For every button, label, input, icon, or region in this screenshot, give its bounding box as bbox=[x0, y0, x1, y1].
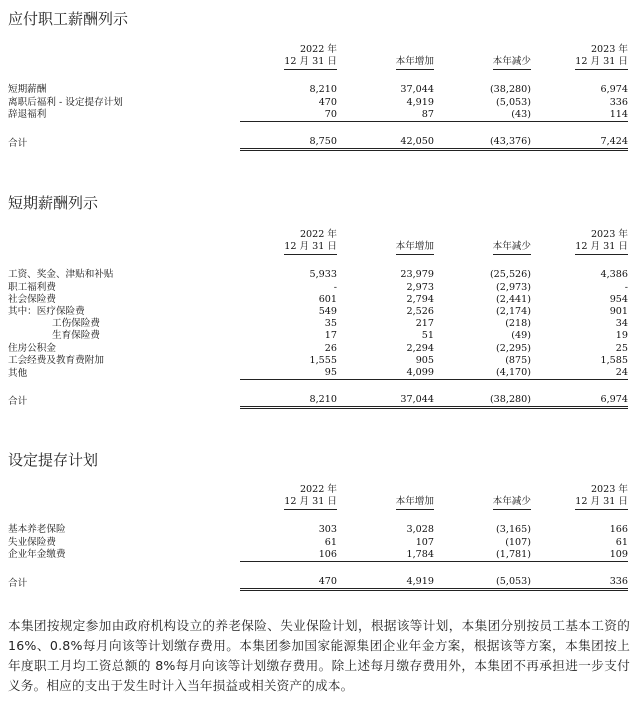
cell-value: 336 bbox=[609, 96, 628, 108]
total-label: 合计 bbox=[8, 137, 28, 149]
cell-value: 905 bbox=[415, 354, 434, 366]
row-label: 工会经费及教育费附加 bbox=[8, 354, 104, 366]
cell-value: 2,794 bbox=[406, 293, 434, 305]
cell-value: (107) bbox=[505, 536, 531, 548]
cell-value: 23,979 bbox=[400, 269, 434, 281]
row-label: 社会保险费 bbox=[8, 293, 56, 305]
cell-value: 24 bbox=[531, 367, 628, 380]
total-value: 8,210 bbox=[240, 394, 337, 408]
col-header-opening-year: 2022 年 bbox=[299, 44, 337, 55]
col-header-decrease: 本年减少 bbox=[493, 496, 531, 510]
cell-value: 70 bbox=[240, 109, 337, 122]
explanatory-paragraph: 本集团按规定参加由政府机构设立的养老保险、失业保险计划，根据该等计划，本集团分别按员工基本工资的 16%、0.8%每月向该等计划缴存费用。本集团参加国家能源集团企业年金方案，根据该等方案，本集团按上年度职工月均工资总额的 8%每月向该等计划缴存费用。除上述每月缴存费用外，本集团不再承担进一步支付义务。相应的支出于发生时计入当年损益或相关资产的成本。 bbox=[8, 618, 630, 693]
col-header-opening-date: 12 月 31 日 bbox=[284, 56, 337, 70]
row-label: 工伤保险费 bbox=[52, 318, 100, 330]
total-value: 7,424 bbox=[531, 136, 628, 150]
cell-value: (43) bbox=[434, 109, 531, 122]
cell-value: 87 bbox=[337, 109, 434, 122]
cell-value: 61 bbox=[615, 536, 628, 548]
col-header-opening-date: 12 月 31 日 bbox=[284, 241, 337, 255]
table-row bbox=[8, 355, 628, 367]
table-row bbox=[8, 343, 628, 355]
table-row bbox=[8, 269, 628, 281]
table-row bbox=[8, 109, 628, 122]
cell-value: - bbox=[624, 281, 628, 293]
cell-value: 3,028 bbox=[406, 524, 434, 536]
section-title: 应付职工薪酬列示 bbox=[8, 10, 129, 28]
col-header-opening-year: 2022 年 bbox=[299, 229, 337, 240]
row-label: 职工福利费 bbox=[8, 281, 56, 293]
cell-value: 601 bbox=[318, 293, 337, 305]
row-label: 企业年金缴费 bbox=[8, 549, 66, 561]
col-header-closing-date: 12 月 31 日 bbox=[575, 241, 628, 255]
row-label: 生育保险费 bbox=[52, 330, 100, 342]
col-header-closing-year: 2023 年 bbox=[590, 44, 628, 55]
cell-value: 51 bbox=[421, 330, 434, 342]
cell-value: (3,165) bbox=[496, 524, 531, 536]
cell-value: 6,974 bbox=[600, 84, 628, 96]
row-label: 其他 bbox=[8, 367, 28, 379]
cell-value: 901 bbox=[609, 306, 628, 318]
cell-value: 549 bbox=[318, 306, 337, 318]
col-header-increase: 本年增加 bbox=[396, 496, 434, 510]
section-title: 设定提存计划 bbox=[8, 451, 99, 469]
total-value: (38,280) bbox=[434, 394, 531, 408]
col-header-closing-year: 2023 年 bbox=[590, 229, 628, 240]
cell-value: 5,933 bbox=[309, 269, 337, 281]
total-value: 4,919 bbox=[337, 576, 434, 590]
table-row bbox=[8, 537, 628, 549]
cell-value: 166 bbox=[609, 524, 628, 536]
cell-value: 954 bbox=[609, 293, 628, 305]
col-header-closing-date: 12 月 31 日 bbox=[575, 56, 628, 70]
col-header-opening-year: 2022 年 bbox=[299, 484, 337, 495]
cell-value: 114 bbox=[531, 109, 628, 122]
cell-value: 37,044 bbox=[400, 84, 434, 96]
cell-value: (49) bbox=[511, 330, 531, 342]
row-label: 工资、奖金、津贴和补贴 bbox=[8, 269, 114, 281]
col-header-increase: 本年增加 bbox=[396, 56, 434, 70]
table-row bbox=[8, 330, 628, 342]
defined-contribution-table bbox=[8, 484, 628, 591]
total-value: 6,974 bbox=[531, 394, 628, 408]
col-header-closing-date: 12 月 31 日 bbox=[575, 496, 628, 510]
cell-value: (5,053) bbox=[496, 96, 531, 108]
row-label: 其中：医疗保险费 bbox=[8, 306, 85, 318]
cell-value: (1,781) bbox=[434, 549, 531, 562]
payroll-payable-table bbox=[8, 44, 628, 151]
row-label: 短期薪酬 bbox=[8, 84, 47, 96]
total-value: 42,050 bbox=[337, 136, 434, 150]
cell-value: (2,174) bbox=[496, 306, 531, 318]
total-label: 合计 bbox=[8, 577, 28, 589]
total-row bbox=[8, 576, 628, 590]
cell-value: 17 bbox=[324, 330, 337, 342]
cell-value: (25,526) bbox=[489, 269, 531, 281]
cell-value: (2,295) bbox=[496, 342, 531, 354]
short-term-pay-table bbox=[8, 229, 628, 409]
table-row bbox=[8, 282, 628, 294]
cell-value: 2,294 bbox=[406, 342, 434, 354]
cell-value: (38,280) bbox=[489, 84, 531, 96]
cell-value: 26 bbox=[324, 342, 337, 354]
row-label: 离职后福利 - 设定提存计划 bbox=[8, 96, 123, 108]
table-row bbox=[8, 306, 628, 318]
cell-value: 95 bbox=[240, 367, 337, 380]
cell-value: 4,099 bbox=[337, 367, 434, 380]
cell-value: 1,555 bbox=[309, 354, 337, 366]
row-label: 住房公积金 bbox=[8, 342, 56, 354]
cell-value: 470 bbox=[318, 96, 337, 108]
table-row bbox=[8, 84, 628, 96]
table-row bbox=[8, 524, 628, 536]
cell-value: 107 bbox=[415, 536, 434, 548]
row-label: 基本养老保险 bbox=[8, 524, 66, 536]
total-value: (5,053) bbox=[434, 576, 531, 590]
cell-value: (2,441) bbox=[496, 293, 531, 305]
total-value: 470 bbox=[240, 576, 337, 590]
cell-value: 4,386 bbox=[600, 269, 628, 281]
cell-value: 2,973 bbox=[406, 281, 434, 293]
cell-value: (2,973) bbox=[496, 281, 531, 293]
cell-value: 1,784 bbox=[337, 549, 434, 562]
cell-value: 8,210 bbox=[309, 84, 337, 96]
table-row bbox=[8, 367, 628, 380]
table-row bbox=[8, 97, 628, 109]
row-label: 失业保险费 bbox=[8, 536, 56, 548]
cell-value: 19 bbox=[615, 330, 628, 342]
table-row bbox=[8, 294, 628, 306]
cell-value: 217 bbox=[415, 318, 434, 330]
cell-value: - bbox=[333, 281, 337, 293]
col-header-closing-year: 2023 年 bbox=[590, 484, 628, 495]
col-header-opening-date: 12 月 31 日 bbox=[284, 496, 337, 510]
cell-value: 2,526 bbox=[406, 306, 434, 318]
total-value: (43,376) bbox=[434, 136, 531, 150]
row-label: 辞退福利 bbox=[8, 109, 47, 121]
col-header-decrease: 本年减少 bbox=[493, 241, 531, 255]
total-label: 合计 bbox=[8, 395, 28, 407]
col-header-decrease: 本年减少 bbox=[493, 56, 531, 70]
cell-value: 1,585 bbox=[600, 354, 628, 366]
cell-value: (218) bbox=[505, 318, 531, 330]
total-value: 37,044 bbox=[337, 394, 434, 408]
total-row bbox=[8, 136, 628, 150]
cell-value: 109 bbox=[531, 549, 628, 562]
cell-value: 61 bbox=[324, 536, 337, 548]
cell-value: 34 bbox=[615, 318, 628, 330]
cell-value: 25 bbox=[615, 342, 628, 354]
cell-value: (4,170) bbox=[434, 367, 531, 380]
table-row bbox=[8, 549, 628, 562]
cell-value: 35 bbox=[324, 318, 337, 330]
cell-value: 303 bbox=[318, 524, 337, 536]
section-title: 短期薪酬列示 bbox=[8, 194, 99, 212]
total-value: 336 bbox=[531, 576, 628, 590]
col-header-increase: 本年增加 bbox=[396, 241, 434, 255]
table-row bbox=[8, 318, 628, 330]
total-value: 8,750 bbox=[240, 136, 337, 150]
cell-value: 106 bbox=[240, 549, 337, 562]
cell-value: (875) bbox=[505, 354, 531, 366]
cell-value: 4,919 bbox=[406, 96, 434, 108]
total-row bbox=[8, 394, 628, 408]
